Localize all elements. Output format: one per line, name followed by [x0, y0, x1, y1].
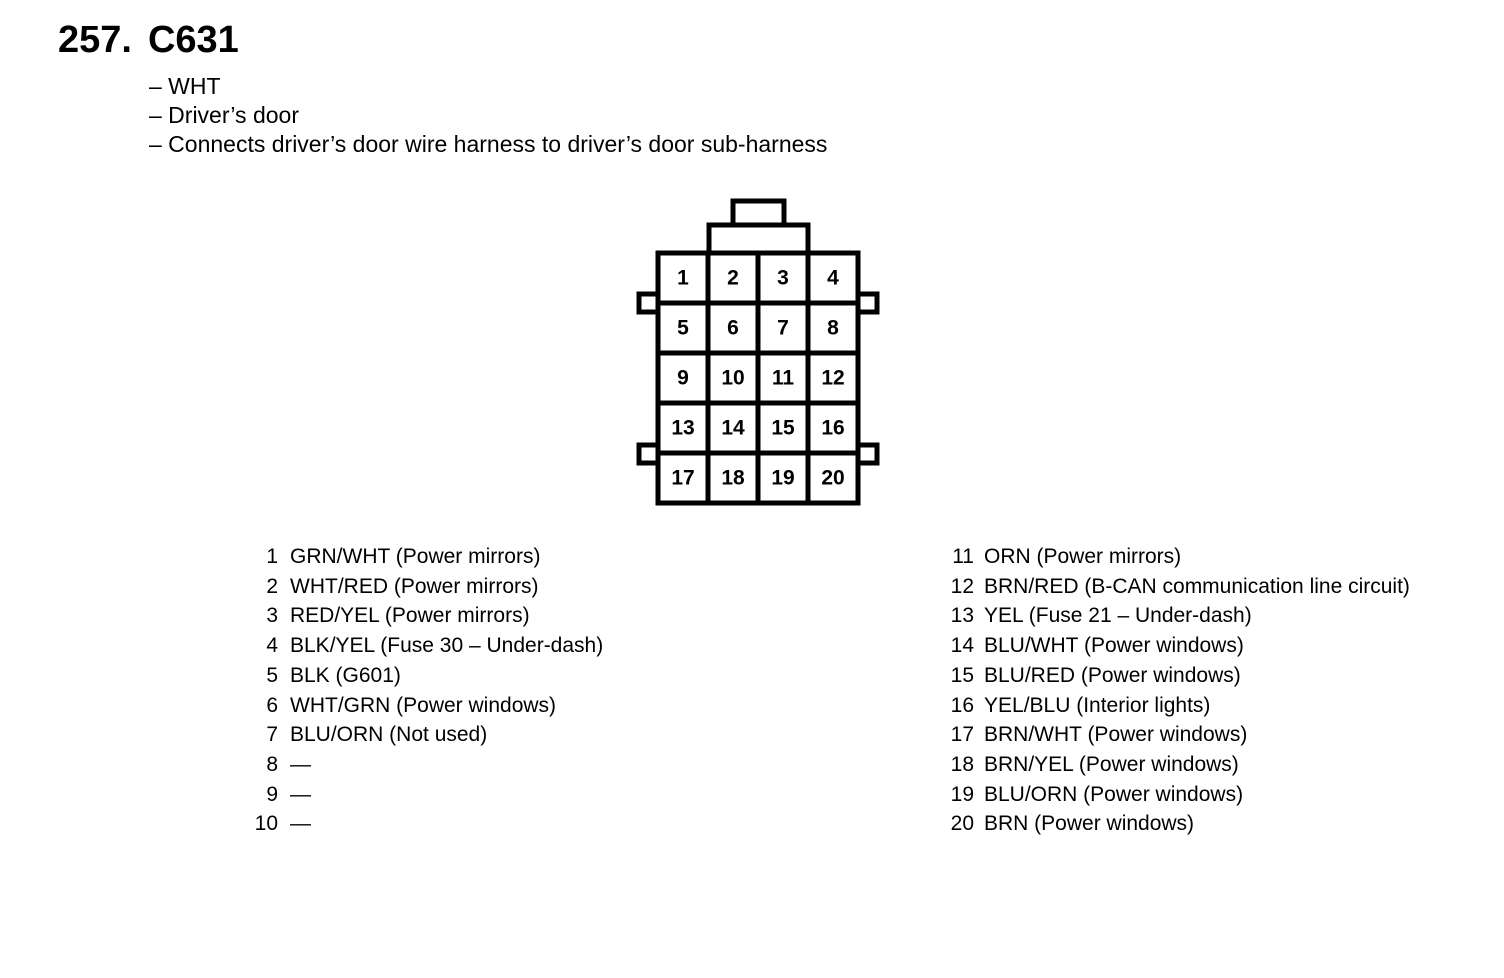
- pin-number: 7: [266, 723, 278, 747]
- pin-description: BLK (G601): [290, 663, 401, 687]
- pin-number: 19: [950, 782, 974, 806]
- pin-row: [248, 691, 603, 721]
- pin-row: [940, 601, 1410, 631]
- pin-number: 18: [950, 752, 974, 776]
- pin-number: 10: [254, 812, 278, 836]
- pin-description: RED/YEL (Power mirrors): [290, 604, 530, 628]
- pin-number: 9: [266, 782, 278, 806]
- pin-row: [940, 780, 1410, 810]
- cavity-label: 20: [821, 466, 845, 490]
- pin-number: 11: [952, 545, 974, 568]
- pin-description: BLU/ORN (Power windows): [984, 782, 1244, 806]
- pin-row: [940, 572, 1410, 602]
- pin-number: 20: [950, 812, 974, 836]
- cavity-label: 3: [777, 266, 789, 290]
- pin-description: GRN/WHT (Power mirrors): [290, 545, 541, 568]
- pin-number: 6: [266, 693, 278, 717]
- connector-location: – Driver’s door: [149, 102, 299, 128]
- pin-description: YEL/BLU (Interior lights): [984, 693, 1211, 717]
- pin-list-left: [248, 542, 603, 839]
- pin-description: BLU/WHT (Power windows): [984, 634, 1244, 658]
- cavity-label: 11: [771, 366, 795, 390]
- pin-row: [940, 809, 1410, 839]
- pin-row: [248, 542, 603, 572]
- pin-number: 4: [266, 634, 278, 658]
- pin-row: [940, 750, 1410, 780]
- pin-row: [248, 720, 603, 750]
- connector-color: – WHT: [149, 73, 221, 99]
- connector-index: 257.: [58, 19, 132, 61]
- connector-id: C631: [147, 19, 239, 61]
- cavity-label: 2: [727, 266, 739, 290]
- cavity-label: 7: [777, 316, 789, 340]
- cavity-label: 12: [821, 366, 845, 390]
- pin-row: [940, 542, 1410, 572]
- pin-row: [248, 572, 603, 602]
- pin-row: [248, 601, 603, 631]
- cavity-label: 5: [677, 316, 689, 340]
- cavity-label: 6: [727, 316, 739, 340]
- pin-description: BLK/YEL (Fuse 30 – Under-dash): [290, 634, 604, 658]
- pin-list-right: [940, 542, 1410, 839]
- connector-function: – Connects driver’s door wire harness to driver’s door sub-harness: [149, 131, 828, 157]
- pin-description: BRN/RED (B-CAN communication line circuit): [984, 574, 1410, 598]
- pin-description: YEL (Fuse 21 – Under-dash): [984, 604, 1252, 628]
- pin-number: 1: [266, 545, 278, 568]
- cavity-label: 10: [721, 366, 745, 390]
- pin-row: [940, 691, 1410, 721]
- pin-number: 3: [266, 604, 278, 628]
- connector-side-key: [639, 445, 658, 463]
- pin-description: BRN/WHT (Power windows): [984, 723, 1248, 747]
- pin-number: 14: [950, 634, 974, 658]
- connector-latch: [733, 201, 784, 225]
- connector-side-key: [858, 445, 877, 463]
- pin-row: [248, 809, 603, 839]
- pin-description: WHT/GRN (Power windows): [290, 693, 557, 717]
- pin-number: 15: [950, 663, 974, 687]
- pin-number: 16: [950, 693, 974, 717]
- pin-description: BLU/ORN (Not used): [290, 723, 488, 747]
- pin-description: —: [290, 812, 311, 836]
- cavity-label: 9: [677, 366, 689, 390]
- cavity-label: 15: [771, 416, 795, 440]
- pin-number: 8: [266, 752, 278, 776]
- pin-row: [248, 661, 603, 691]
- pin-row: [248, 780, 603, 810]
- cavity-label: 19: [771, 466, 795, 490]
- cavity-label: 18: [721, 466, 745, 490]
- pin-description: BRN/YEL (Power windows): [984, 752, 1239, 776]
- cavity-label: 13: [671, 416, 695, 440]
- pin-description: BLU/RED (Power windows): [984, 663, 1241, 687]
- pin-description: —: [290, 782, 311, 806]
- cavity-label: 8: [827, 316, 839, 340]
- cavity-label: 14: [721, 416, 745, 440]
- connector-side-key: [639, 294, 658, 312]
- pin-description: ORN (Power mirrors): [984, 545, 1182, 568]
- cavity-label: 16: [821, 416, 845, 440]
- pin-row: [248, 750, 603, 780]
- cavity-label: 4: [827, 266, 839, 290]
- pin-number: 17: [950, 723, 974, 747]
- connector-lock-housing: [709, 225, 808, 253]
- cavity-label: 17: [671, 466, 695, 490]
- cavity-label: 1: [677, 266, 689, 290]
- pin-description: —: [290, 752, 311, 776]
- connector-side-key: [858, 294, 877, 312]
- pin-number: 2: [266, 574, 278, 598]
- pin-number: 12: [950, 574, 974, 598]
- pin-row: [940, 631, 1410, 661]
- pin-row: [940, 661, 1410, 691]
- pin-description: BRN (Power windows): [984, 812, 1195, 836]
- pin-row: [248, 631, 603, 661]
- pin-number: 5: [266, 663, 278, 687]
- pin-description: WHT/RED (Power mirrors): [290, 574, 539, 598]
- pin-row: [940, 720, 1410, 750]
- pin-number: 13: [950, 604, 974, 628]
